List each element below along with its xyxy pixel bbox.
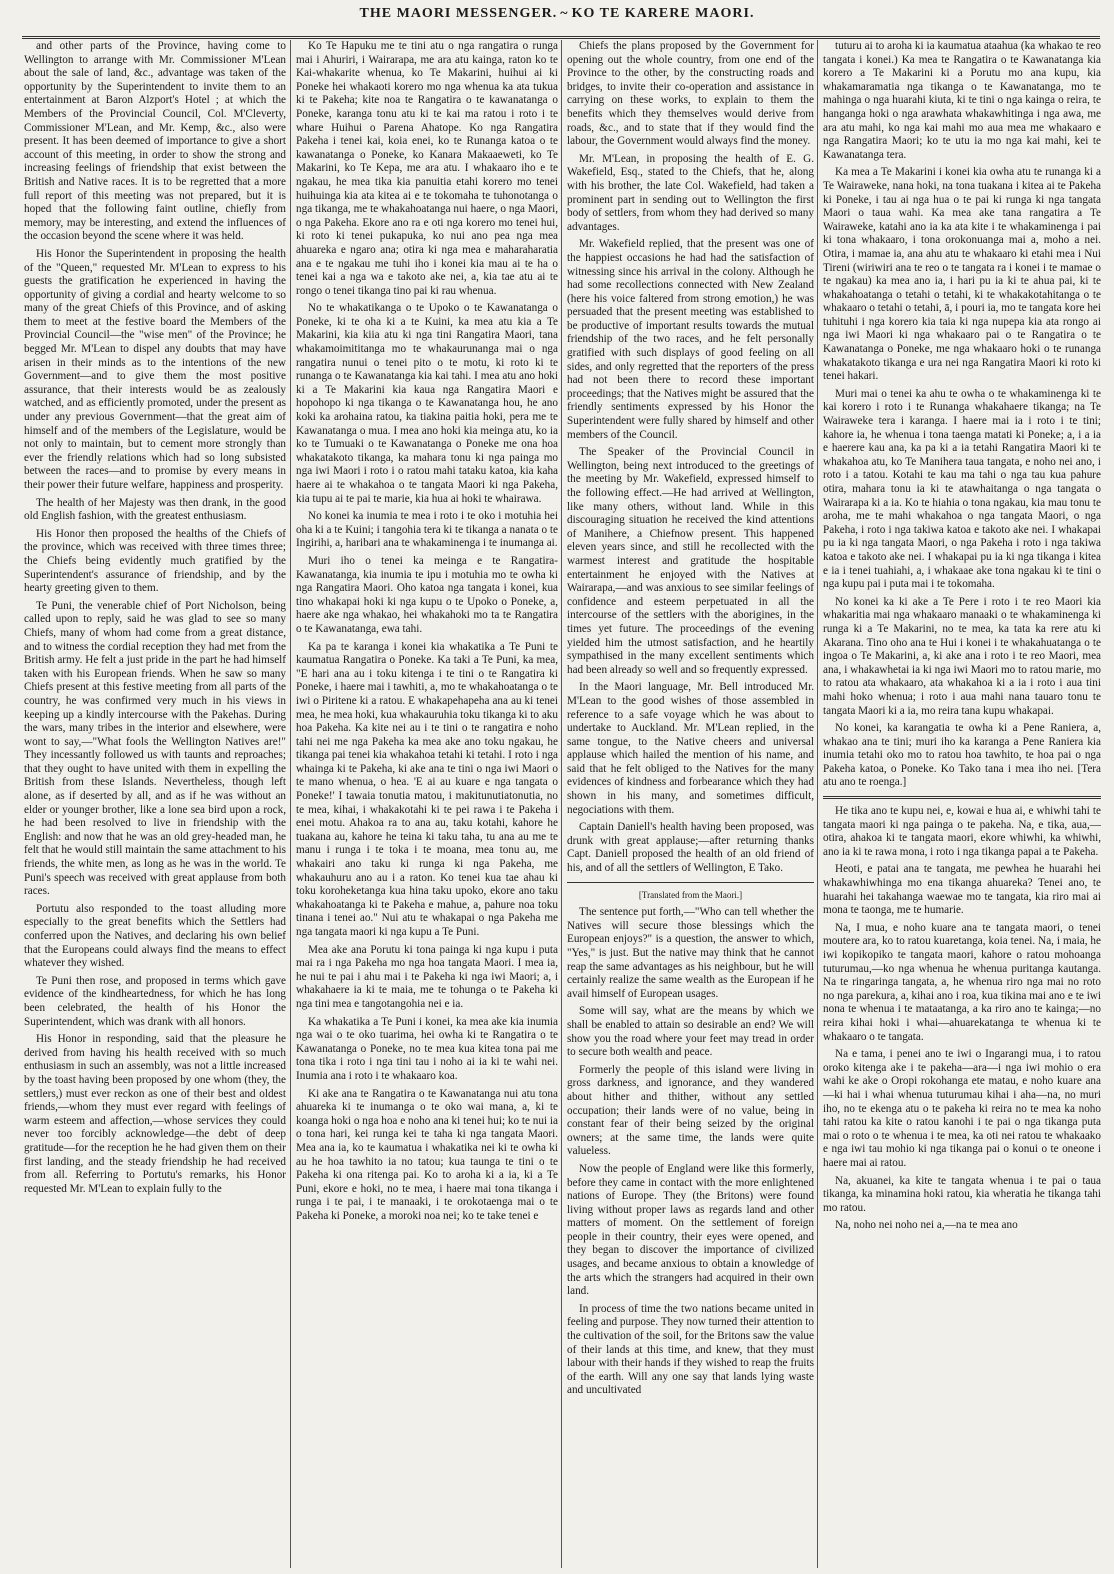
column-2-maori [296, 40, 558, 1568]
paragraph: His Honor then proposed the healths of the Chiefs of the province, which was received with three times three; the Chiefs being evidently much gratified by the Superintendent's assurance of friendship, and by the hearty greeting given to them. [24, 527, 286, 595]
column-4-maori [823, 40, 1101, 1568]
paragraph: tuturu ai to aroha ki ia kaumatua ataahua (ka whakao te reo tangata i konei.) Ka mea te Rangatira o te Kawanatanga kia korero a Te Makarini ki a Porutu mo ana kupu, kia whakamaramatia nga tikanga o te Kawanatanga, mo te mahinga o nga huarahi kiuta, ki te tini o nga kainga o reira, te hanganga hoki o nga arawhata whakawhitinga i nga awa, me ara atu mahi, ko nga kai mahi mo aua mea me whakaaro e nga Rangatira Maori; ko te utu ia mo nga kai mahi, kei te Kawanatanga tera. [823, 40, 1101, 161]
paragraph: Chiefs the plans proposed by the Government for opening out the whole country, from one end of the Province to the other, by the constructing roads and bridges, to invite their co-operation and assistance in carrying on these works, to explain to them the benefits which they themselves would derive from roads, &c., and to state that if they would find the labour, the Government would always find the money. [567, 40, 814, 148]
paragraph: Ki ake ana te Rangatira o te Kawanatanga nui atu tona ahuareka ki te inumanga o te oko wai mana, a, ki te koanga hoki o nga hoa e noho ana ki tenei hui; ko te nui ia o tona hari, kei runga kei te taha ki nga tangata Maori. Mea ana ia, ko te kaumatua i whakatika nei ki te owha ki au he hoa tawhito ia no tatou; kua taunga te tini o te Pakeha ki ona ritenga pai. Ko to aroha ki a ia, ki a Te Puni, ekore e hoki, no te mea, i haere mai tona tikanga i runga i te pai, i te manaaki, i te orokotaenga mai o te Pakeha ki Poneke, a moroki noa nei; ko te take tenei e [296, 1087, 558, 1222]
paragraph: Muri mai o tenei ka ahu te owha o te whakaminenga ki te kai korero i roto i te Runanga whakahaere tikanga; na Te Wairaweke tera i karanga. I haere mai ia i roto i te tini; kahore ia, he whenua i tona taenga matati ki Poneke; a, i a ia e haerere kau ana, ka pa ki a ia tetahi Rangatira Maori ki te whakahoa atu, ko Te Manihera taua tangata, e noho nei ano, i roto i a tatou. Kotahi te kau ma tahi o nga tau kua pahure otira, mahara tonu ia ki te atawhaitanga o nga tangata o Wairarapa ki a ia. Ko te hiahia o tona ngakau, kia mau tonu te aroha, me te mahi whakahoa o nga tangata Maori, o nga Pakeha, i roto i nga takiwa katoa e takoto ake nei. I whakapai pu ia ki nga tangata Maori, o nga Pakeha i roto i nga takiwa katoa e takoto ake nei. I whakapai pu ia ki nga tikanga i kitea e ia i tenei tuahiahi, a, i whakaae ake tona ngakau ki te tini o nga kupu pai i puta mai i te tokomaha. [823, 387, 1101, 591]
paragraph: Na e tama, i penei ano te iwi o Ingarangi mua, i to ratou oroko kitenga ake i te pakeha—ara—i nga iwi mohio o era wahi ke ake o Oropi rokohanga ete matau, e noho kuare ana—ki hai i whai whenua tuturumau kihai i aha—na, no muri iho, no te ekenga atu o te pakeha ki reira no te mea ka noho tahi ratou ka kite o ratou kanohi i te pai o nga tikanga puta mai o roto o te whenua i te mea, ka oti nei ratou te whakaako e nga iwi tau mohio ki nga tikanga pai o konui o te oneone i haere mai ai ratou. [823, 1048, 1101, 1169]
paragraph: His Honor in responding, said that the pleasure he derived from having his health received with so much enthusiasm in such an assembly, was not a little increased by the toast having been proposed by one whom (they, the settlers,) must ever reckon as one of their best and oldest friends,—whom they must ever regard with feelings of warm esteem and affection,—whose services they could never too forcibly acknowledge—the debt of deep gratitude—for the reception he he had given them on their first landing, and the steady friendship he had received from all. Referring to Portutu's remarks, his Honor requested Mr. M'Lean to explain fully to the [24, 1033, 286, 1195]
paragraph: Na, noho nei noho nei a,—na te mea ano [835, 1219, 1018, 1232]
paragraph: No te whakatikanga o te Upoko o te Kawanatanga o Poneke, ki te oha ki a te Kuini, ka mea atu kia a Te Makarini, kia kiia atu ki nga tini Rangatira Maori, tana whakamoimititanga mo te whakaurunanga mai o nga rangatira nunui o tenei pito o te motu, ki roto ki te runanga o te Kawanatanga kia kai tahi. I mea atu ano hoki ki a Te Makarini kia kaua nga Rangatira Maori e hopohopo ki nga tikanga o te Kawanatanga hou, he ano koki ka arohaina ratou, ka tiakina paitia hoki, pera me te Kawanatanga o mua. I mea ano hoki kia meinga atu, ko ia ko te Tumuaki o te Kawanatanga o Poneke me ona hoa whakatakoto tikanga, ka mahara tonu ki nga painga mo nga iwi Maori i roto i o ratou mahi tataku katoa, kia kaha haere ai te whakahoa o te tangata Maori ki nga Pakeha, kia tupu ai te pai te marie, kia hua ai hoki te whairawa. [296, 302, 558, 505]
header-rule [22, 36, 1100, 39]
paragraph: No konei, ka karangatia te owha ki a Pene Raniera, a, whakao ana te tini; muri iho ka karanga a Pene Raniera kia inumia tetahi oko mo to ratou hoa tawhito, te hoa pai o nga Pakeha katoa, o Poneke. Ko Tako tana i mea iho nei. [Tera atu ano te roenga.] [823, 722, 1101, 789]
paragraph: In the Maori language, Mr. Bell introduced Mr. M'Lean to the good wishes of those assembled in reference to a safe voyage which he was about to undertake to Auckland. Mr. M'Lean replied, in the same tongue, to the Native cheers and universal applause which hailed the mention of his name, and said that he felt obliged to the Natives for the many evidences of kindness and forbearance which they had shown in his many, and sometimes difficult, negociations with them. [567, 681, 814, 816]
paragraph: The sentence put forth,—"Who can tell whether the Natives will secure those blessings which the European enjoys?" is a question, the answer to which, "Yes," is just. But the native may think that he cannot reap the same advantages as his neighbour, but he will certainly realize the same wealth as the European if he avail himself of European usages. [567, 906, 814, 1000]
column-1-english [24, 40, 286, 1568]
translation-note: [Translated from the Maori.] [638, 889, 743, 900]
paragraph: Heoti, e patai ana te tangata, me pewhea he huarahi hei whakawhiwhinga mo ena tikanga ahuareka? Tenei ano, te huarahi hei takahanga waewae mo te tangata, kia riro mai ai mona te taonga, me te humarie. [823, 863, 1101, 917]
paragraph: Te Puni, the venerable chief of Port Nicholson, being called upon to reply, said he was glad to see so many Chiefs, many of whom had come from a great distance, and to witness the cordial reception they had met from the British army. He felt a just pride in the part he had himself taken with his European friends. When he saw so many Chiefs present at this festive meeting from all parts of the country, he was confirmed very much in his views in keeping up a kindly intercourse with the Pakehas. During the wars, many tribes in the interior and elsewhere, were wont to say,—"What fools the Wellington Natives are!" They incessantly followed us with taunts and reproaches; that they ought to have united with them in expelling the British from these Islands. Nevertheless, though left alone, as if deserted by all, and as if he was without an elder or younger brother, like a lone sea bird upon a rock, he had been resolved to live in friendship with the English: and now that he was an old grey-headed man, he felt that he would still maintain the same attachment to his friends, the white men, as long as he was in the world. Te Puni's speech was received with great applause from both races. [24, 599, 286, 898]
paragraph: Ka whakatika a Te Puni i konei, ka mea ake kia inumia nga wai o te oko tuarima, hei owha ki te Rangatira o te Kawanatanga o Poneke, no te mea kua kitea tona pai me tona tika i roto i nga tini tau i noho ai ia ki te wahi nei. Inumia ana i roto i te whakaaro koa. [296, 1015, 558, 1082]
column-divider [817, 40, 818, 1568]
paragraph: Ko Te Hapuku me te tini atu o nga rangatira o runga mai i Ahuriri, i Wairarapa, me ara atu kainga, raton ko te Kai-whakarite whenua, ko Te Makarini, huihui ai ki Poneke hei whakaoti korero mo nga whenua ka ata tukua ki te Pakeha; kite noa te Rangatira o te kawanatanga o Poneke, karanga tonu atu ki te kai ma ratou i roto i te whare Huihui o Parena Ahatope. Ko nga Rangatira Pakeha i tenei kai, koia enei, ko te Runanga katoa o te kawanatanga o Poneke, ko Kanara Makaaeweti, ko Te Makarini, ko Te Kepa, me ara atu. I whakaaro iho e te ngakau, he mea tika kia panuitia etahi korero mo tenei huihuinga kia ata kitea ai e te tokomaha te tuhonotanga o nga tikanga, me te whakahoatanga nui haere, o nga Maori, o nga Pakeha. Ekore ano ra e oti nga korero mo tenei hui, ki roto ki tenei pukapuka, ko nui ano pea nga mea ahuareka e ngaro ana; otira ki nga mea e maharaharatia ana e te ngakau me tuhi iho i konei kia mau ai te ha o tenei kai a nga wa e takoto ake nei, a, kia tae atu ai te rongo o tenei tikanga tino pai ki rau whenua. [296, 40, 558, 297]
column-3-english [567, 40, 814, 1568]
paragraph: Formerly the people of this island were living in gross darkness, and ignorance, and they wandered about hither and thither, without any settled occupation; their lands were of no value, being in constant fear of their being seized by the original owners; at the same time, the lands were quite valueless. [567, 1063, 814, 1158]
paragraph: Mr. M'Lean, in proposing the health of E. G. Wakefield, Esq., stated to the Chiefs, that he, along with his brother, the late Col. Wakefield, had taken a prominent part in sending out to Wellington the first body of settlers, from whom they had derived so many advantages. [567, 152, 814, 233]
paragraph: No konei ka ki ake a Te Pere i roto i te reo Maori kia whakaritia mai nga whakaaro manaaki o te whakaminenga ki runga ki a Te Makarini, no te mea, ka tata ka rere atu ki Akarana. Tino oho ana te Hui i konei i te whakahuatanga o te ingoa o Te Makarini, a, ki ake ana i roto i te reo Maori, mea ana, i whakawhetai ia ki nga iwi Maori mo to ratou marie, mo to ratou ata whakaaro, ata whakahoa ki a ia i roto i aua tini mahi hoko whenua; i roto i aua mahi nana tauaro tonu te tangata Maori ki a ia, mo reira tana kupu whakapai. [823, 595, 1101, 717]
section-rule [823, 796, 1101, 799]
paragraph: No konei ka inumia te mea i roto i te oko i motuhia hei oha ki a te Kuini; i tangohia tera ki te tikanga a nanata o te Ingirihi, a, haribari ana te whakaminenga i te inumanga ai. [296, 510, 558, 550]
paragraph: He tika ano te kupu nei, e, kowai e hua ai, e whiwhi tahi te tangata maori ki nga painga o te pakeha. Na, e tika, aua,—otira, ahakoa ki te tangata maori, ekore whiwhi, ka whiwhi, ano ia ki te rawa mona, i roto i nga tikanga papai a te Pakeha. [823, 805, 1101, 858]
section-rule [567, 882, 814, 883]
column-divider [290, 40, 291, 1568]
paragraph: Mr. Wakefield replied, that the present was one of the happiest occasions he had had the satisfaction of witnessing since his arrival in the colony. Although he had some recollections connected with New Zealand (here his voice faltered from strong emotion,) he was persuaded that the present meeting was established to be productive of important results towards the mutual friendship of the two races, and he felt personally gratified with such displays of good feeling on all sides, and only regretted that the reporters of the press had not been there to record these important proceedings; that the Natives might be assured that the friendly sentiments expressed by his Honor the Superintendent were fully shared by himself and other members of the Council. [567, 238, 814, 441]
paragraph: Captain Daniell's health having been proposed, was drunk with great applause;—after returning thanks Capt. Daniell proposed the health of an old friend of his, and of all the settlers of Wellington, E Tako. [567, 821, 814, 875]
paragraph: In process of time the two nations became united in feeling and purpose. They now turned their attention to the cultivation of the soil, for the Britons saw the value of their lands at this time, and knew, that they must labour with their hands if they wished to reap the fruits of the earth. Will any one say that lands lying waste and uncultivated [567, 1302, 814, 1397]
paragraph: Te Puni then rose, and proposed in terms which gave evidence of the kindheartedness, for which he has long been celebrated, the health of his Honor the Superintendent, which was drank with all honors. [24, 974, 286, 1028]
paragraph: Ka pa te karanga i konei kia whakatika a Te Puni te kaumatua Rangatira o Poneke. Ka taki a Te Puni, ka mea, "E hari ana au i toku kitenga i te tini o te Rangatira ki Poneke, i haere mai i tawhiti, a, mo te whakahoatanga o te iwi o Piritene ki a ratou. E whakapehapeha ana au ki tenei mea, he mea hoki, kua whakauruhia toku tikanga ki to aku hoa Pakeha. Ka kite nei au i te tini o te rangatira e noho tahi nei me nga Pakeha ka mea ake ano toku ngakau, he tikanga pai tenei kia whakahoa tetahi ki tetahi. I roto i nga whainga ki te Pakeha, ki ake ana te tini o nga iwi Maori o te mano whenua, o hea. 'E ai au kuare e nga tangata o Poneke!' I tawaia tonutia matou, i makitunutiatonutia, no te mea, kihai, i whakakotahi ki te pei rawa i te Pakeha i enei motu. Ahakoa ra to ana au, taku kotahi, kahore he tuakana au, kahore he teina ki taku taha, tu ana au me te manu i runga i te toka i te moana, mea tonu au, me whakairi ano taku ki runga ki nga Pakeha, me whakauhuru ano au i a raton. Ko tenei kua tae ahau ki toku koroheketanga kua hina taku upoko, ekore ano taku whakahoatanga ki te Pakeha e mahue, a, pahure noa toku tinana i tenei ao." Nui atu te whakapai o nga Pakeha me nga tangata maori ki nga kupu a Te Puni. [296, 640, 558, 938]
paragraph: Portutu also responded to the toast alluding more especially to the great benefits which the Settlers had conferred upon the Natives, and declaring his own belief that the Europeans could always find the means to effect whatever they wished. [24, 902, 286, 970]
paragraph: Muri iho o tenei ka meinga e te Rangatira-Kawanatanga, kia inumia te ipu i motuhia mo te owha ki nga Rangatira Maori. Oho katoa nga tangata i konei, kua tino whakapai hoki ki nga kupu o te Upoko o Poneke, a, haere ake nga whakao, hei whakahoki mo ta te Rangatira o te Kawanatanga, ewa tahi. [296, 554, 558, 635]
paragraph: Mea ake ana Porutu ki tona painga ki nga kupu i puta mai ra i nga Pakeha mo nga hoa tangata Maori. I mea ia, he nui te pai i ahu mai i te Pakeha ki nga iwi Maori; a, i whakahaere ia ki te maia, me te tohunga o te Pakeha ki nga tini mea e tangotangohia nei e ia. [296, 943, 558, 1010]
paragraph: Na, I mua, e noho kuare ana te tangata maori, o tenei moutere ara, ko to ratou kuaretanga, koia tenei. Na, i maia, he iwi kopikopiko te tangata maori, kahore o ratou mohoanga tuturumau,—ko nga whenua he whenua puritanga kautanga. Na te ringaringa tangata, a, he whenua riro nga mai no roto no nga parekura, a, kihai ano i roa, kua tikina mai ano e te iwi nona te whenua i te mataatanga, a ka riro ano te kainga;—no reira kihai hoki i whai—ahuarekatanga te whenua ki te whakaaro o te tangata. [823, 921, 1101, 1043]
paragraph: Some will say, what are the means by which we shall be enabled to attain so desirable an end? We will show you the road where your feet may tread in order to secure both wealth and peace. [567, 1005, 814, 1059]
masthead [0, 6, 1114, 32]
masthead-ornament: ~ [560, 6, 569, 21]
paragraph: His Honor the Superintendent in proposing the health of the "Queen," requested Mr. M'Lean to express to his guests the gratification he experienced in having the opportunity of giving a cordial and hearty welcome to so many of the great Chiefs of this Province, and of asking them to meet at the festive board the Members of the Provincial Council—the "wise men" of the Province; he begged Mr. M'Lean to dispel any doubts that may have arisen in their minds as to the intentions of the new Government—and to give them the most positive assurance, that their interests would be as zealously watched, and as efficiently promoted, under the present as under any previous Government—that the great aim of himself and of the members of the Legislature, would be not only to maintain, but to cement more strongly than ever the friendly relations which had so long subsisted between the races—and to promise by every means in their power their future welfare, happiness and prosperity. [24, 247, 286, 491]
paragraph: Now the people of England were like this formerly, before they came in contact with the more enlightened nations of Europe. They (the Britons) were found living without proper laws as regards land and other matters of moment. On the settlement of foreign people in their country, their eyes were opened, and they began to discover the importance of civilized usages, and became anxious to obtain a knowledge of the arts which the strangers had acquired in their own land. [567, 1162, 814, 1298]
column-divider [561, 40, 562, 1568]
masthead-english: THE MAORI MESSENGER. [359, 6, 558, 21]
paragraph: Na, akuanei, ka kite te tangata whenua i te pai o taua tikanga, ka minamina hoki ratou, kia wheratia he tikanga tahi mo ratou. [823, 1174, 1101, 1214]
paragraph: The health of her Majesty was then drank, in the good old English fashion, with the greatest enthusiasm. [24, 496, 286, 523]
paragraph: The Speaker of the Provincial Council in Wellington, being next introduced to the greetings of the meeting by Mr. Wakefield, expressed himself to the following effect.—He had arrived at Wellington, like many others, without land. While in this discouraging situation he received the kind attentions of Manihere, a Chiefnow present. This happened eleven years since, and still he recollected with the warmest interest and gratitude the hospitable entertainment he enjoyed with the Natives at Wairarapa,—and was anxious to see similar feelings of confidence and esteem perpetuated in all the intercourse of the settlers with the aborigines, in the times yet future. The proceedings of the evening yielded him the utmost satisfaction, and he heartily sympathised in the many excellent sentiments which had been already so well and so frequently expressed. [567, 446, 814, 676]
paragraph: and other parts of the Province, having come to Wellington to arrange with Mr. Commissioner M'Lean about the sale of land, &c., advantage was taken of the opportunity by the Superintendent to invite them to an entertainment at Baron Alzport's Hotel ; at which the Members of the Provincial Council, Col. M'Cleverty, Commissioner M'Lean, and Mr. Kemp, &c., also were present. It has been deemed of importance to give a short account of this meeting, in order to show the strong and increasing feelings of friendship that exist between the British and Native races. It is to be regretted that a more full report of this meeting was not prepared, but it is hoped that the following faint outline, chiefly from memory, may be interesting, and extend the influences of the occasion beyond the scene where it was held. [24, 40, 286, 243]
masthead-maori: KO TE KARERE MAORI. [571, 6, 755, 21]
paragraph: Ka mea a Te Makarini i konei kia owha atu te runanga ki a Te Wairaweke, nana hoki, na tona tuakana i kitea ai te Pakeha ki Poneke, i tau ai nga hua o te pai ki runga ki nga tangata Maori o taua wahi. Ka mea ake tana rangatira a Te Wairaweke, katahi ano ia ka ata kite i te whakaminenga i pai ki tona whakaaro, i tona orokonuanga mai a, moho a nei. Otira, i mamae ia, ana ahu atu te whakaaro ki etahi mea i Nui Tireni (wiriwiri ana te reo o te tangata ra i konei i te mamae o te ngakau) ka mea ano ia, i hari pu ia ki te ahua pai, ki te whakahoatanga o tetahi o tetahi, ki te whakakotahitanga o te whakaaro o tetahi o tetahi, ā, i pouri ia, mo te tangata kore hei tuhituhi i nga korero kia taia ki nga nupepa kia ata rongo ai nga iwi Maori ki nga whakaaro pai o te Rangatira o te Kawanatanga o Poneke, me nga whakaaro hoki o te runanga whakatakoto tikanga e ura nei nga Rangatira Maori ki roto ki tenei hakari. [823, 166, 1101, 383]
